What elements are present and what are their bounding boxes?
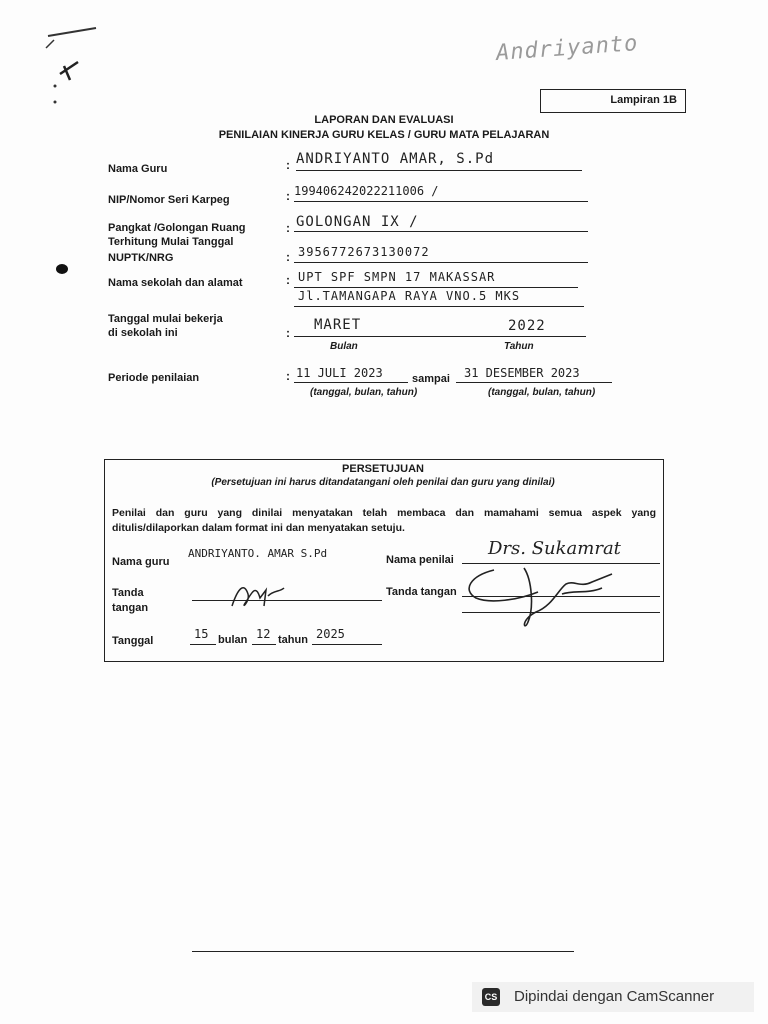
label-terhitung: Terhitung Mulai Tanggal	[108, 236, 234, 248]
value-bulan: MARET	[314, 317, 362, 333]
caption-periode-end: (tanggal, bulan, tahun)	[488, 387, 596, 398]
signature-guru-icon	[226, 576, 286, 614]
label-nama-guru: Nama Guru	[108, 163, 168, 175]
colon: :	[286, 326, 290, 340]
pen-mark-scribble	[40, 20, 110, 110]
lampiran-label: Lampiran 1B	[610, 94, 677, 106]
label-mulai-bekerja-2: di sekolah ini	[108, 327, 178, 339]
camscanner-badge	[472, 982, 754, 1012]
document-title-line1: LAPORAN DAN EVALUASI	[314, 114, 454, 126]
value-nip: 199406242022211006 /	[294, 184, 439, 198]
value-nuptk: 3956772673130072	[298, 245, 430, 259]
agreement-subheading: (Persetujuan ini harus ditandatangani oleh penilai dan guru yang dinilai)	[211, 477, 555, 488]
colon: :	[286, 369, 290, 383]
label-bulan: bulan	[218, 634, 248, 646]
colon: :	[286, 158, 290, 172]
underline	[294, 201, 588, 202]
caption-bulan: Bulan	[330, 341, 358, 352]
underline	[294, 382, 408, 383]
value-pangkat: GOLONGAN IX /	[296, 214, 419, 230]
value-sekolah-line2: Jl.TAMANGAPA RAYA VNO.5 MKS	[298, 289, 521, 303]
label-nip: NIP/Nomor Seri Karpeg	[108, 194, 230, 206]
label-pangkat: Pangkat /Golongan Ruang	[108, 222, 246, 234]
label-tanggal: Tanggal	[112, 635, 154, 647]
underline	[190, 644, 216, 645]
label-tahun: tahun	[278, 634, 308, 646]
underline	[252, 644, 276, 645]
caption-periode-start: (tanggal, bulan, tahun)	[310, 387, 418, 398]
value-agreement-nama-guru: ANDRIYANTO. AMAR S.Pd	[188, 547, 328, 560]
colon: :	[286, 250, 290, 264]
document-title-line2: PENILAIAN KINERJA GURU KELAS / GURU MATA PELAJARAN	[218, 129, 550, 141]
value-periode-start: 11 JULI 2023	[296, 366, 383, 380]
colon: :	[286, 189, 290, 203]
agreement-heading: PERSETUJUAN	[342, 463, 424, 475]
underline	[294, 336, 586, 337]
underline	[312, 644, 382, 645]
lampiran-box	[540, 89, 686, 113]
bottom-rule	[192, 951, 574, 952]
ink-dot	[56, 264, 68, 274]
value-tanggal-year: 2025	[316, 627, 345, 641]
colon: :	[286, 273, 290, 287]
value-nama-penilai: Drs. Sukamrat	[488, 538, 621, 559]
label-tanda-tangan-penilai: Tanda tangan	[386, 586, 457, 598]
label-tanda-2: tangan	[112, 602, 149, 614]
value-tanggal-day: 15	[194, 627, 209, 641]
value-tanggal-month: 12	[256, 627, 271, 641]
value-sekolah-line1: UPT SPF SMPN 17 MAKASSAR	[298, 270, 496, 284]
label-mulai-bekerja-1: Tanggal mulai bekerja	[108, 313, 223, 325]
colon: :	[286, 221, 290, 235]
underline	[294, 287, 578, 288]
underline	[294, 231, 588, 232]
label-sampai: sampai	[412, 373, 450, 385]
label-periode: Periode penilaian	[108, 372, 200, 384]
underline	[294, 306, 584, 307]
underline	[192, 600, 382, 601]
underline	[294, 262, 588, 263]
caption-tahun: Tahun	[504, 341, 534, 352]
underline	[296, 170, 582, 171]
signature-penilai-icon	[462, 560, 642, 640]
label-sekolah: Nama sekolah dan alamat	[108, 277, 243, 289]
agreement-paragraph: Penilai dan guru yang dinilai menyatakan telah membaca dan mamahami semua aspek yang ditulis/dilaporkan dalam format ini dan menyatakan setuju.	[112, 507, 656, 534]
margin-handwritten-note: Andriyanto	[495, 31, 640, 66]
camscanner-text: Dipindai dengan CamScanner	[514, 988, 715, 1005]
value-periode-end: 31 DESEMBER 2023	[464, 366, 580, 380]
value-tahun: 2022	[508, 318, 546, 334]
label-agreement-nama-guru: Nama guru	[112, 556, 170, 568]
label-tanda-1: Tanda	[112, 587, 144, 599]
label-nama-penilai: Nama penilai	[386, 554, 454, 566]
label-nuptk: NUPTK/NRG	[108, 252, 174, 264]
camscanner-logo-icon: CS	[482, 988, 500, 1006]
value-nama-guru: ANDRIYANTO AMAR, S.Pd	[296, 151, 495, 167]
underline	[456, 382, 612, 383]
